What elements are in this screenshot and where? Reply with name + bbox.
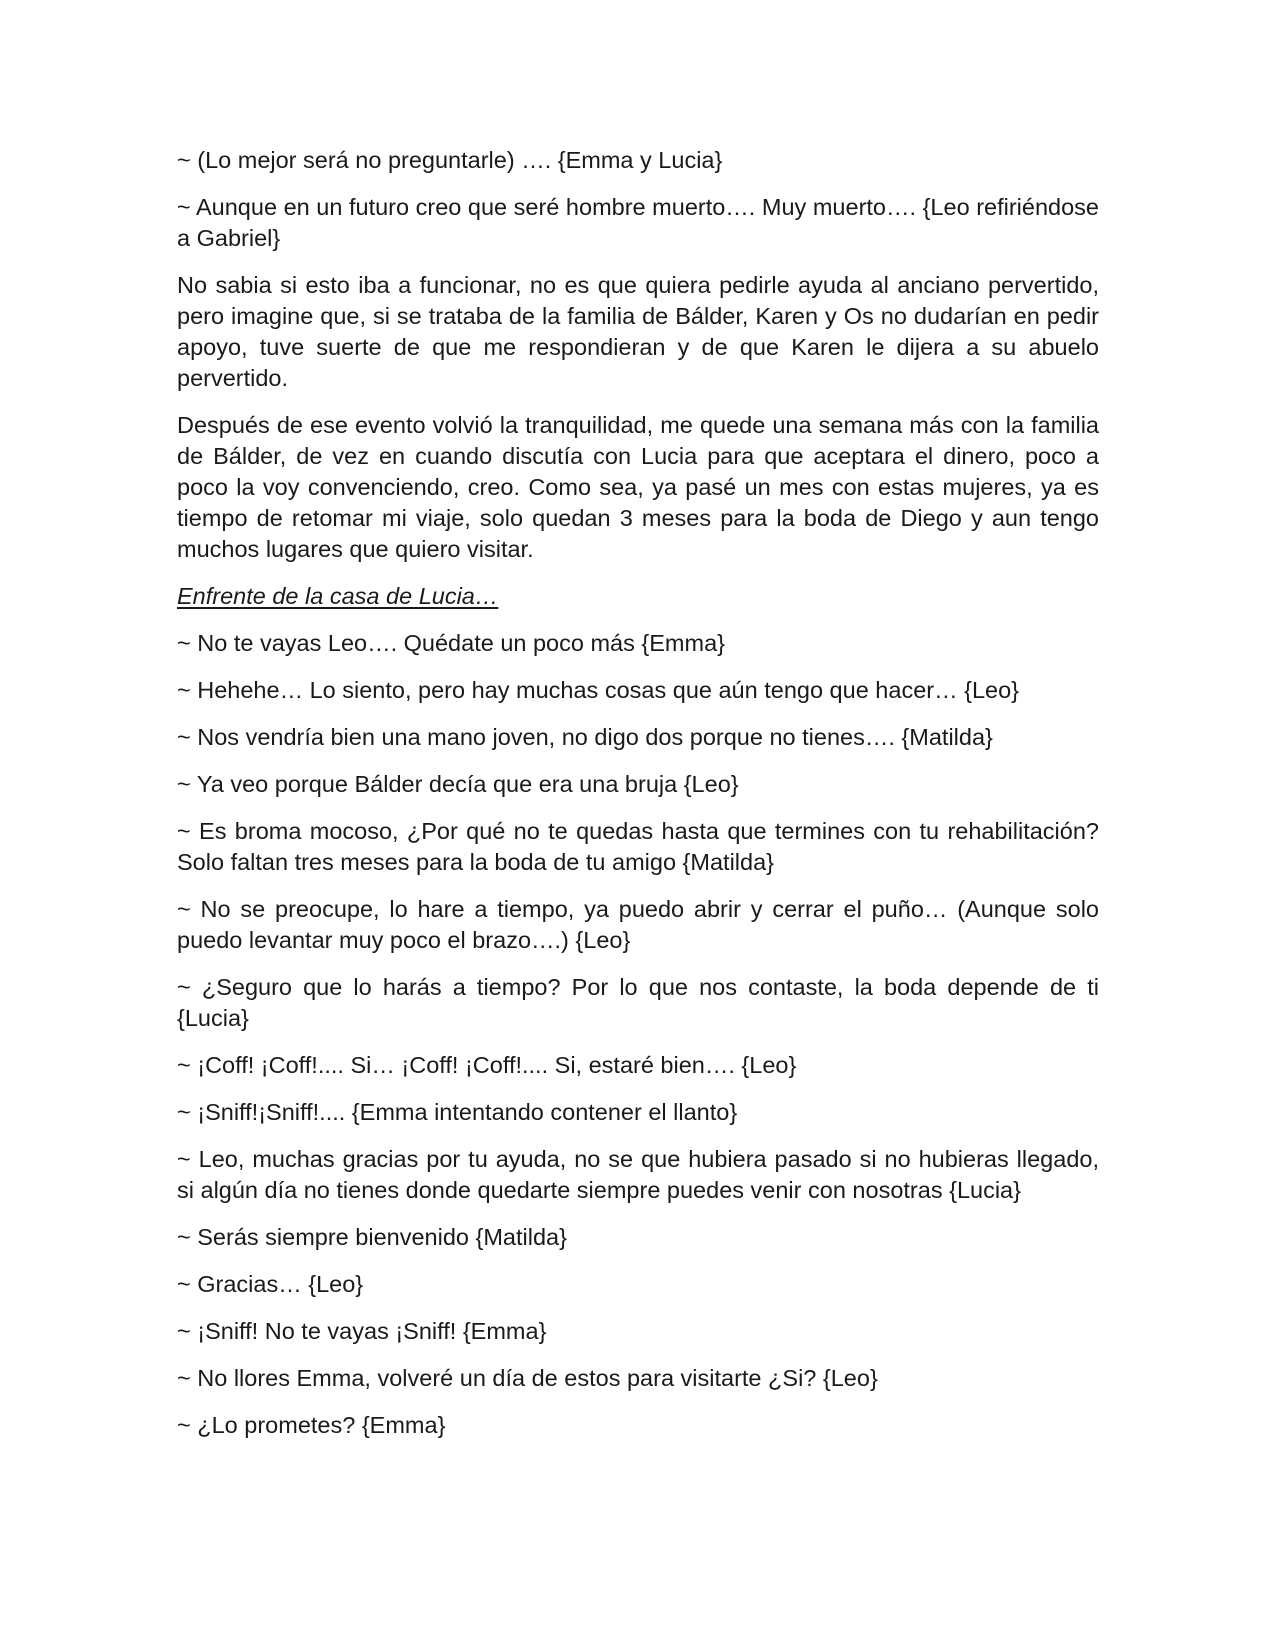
dialogue-line: ~ ¡Sniff!¡Sniff!.... {Emma intentando contener el llanto} — [177, 1099, 738, 1125]
dialogue-line: ~ ¡Coff! ¡Coff!.... Si… ¡Coff! ¡Coff!.... Si, estaré bien…. {Leo} — [177, 1052, 797, 1078]
dialogue-line: ~ Aunque en un futuro creo que seré hombre muerto…. Muy muerto…. {Leo refiriéndose a Gabriel} — [177, 194, 1099, 251]
dialogue-line: ~ Hehehe… Lo siento, pero hay muchas cosas que aún tengo que hacer… {Leo} — [177, 677, 1020, 703]
dialogue-line: ~ Ya veo porque Bálder decía que era una bruja {Leo} — [177, 771, 739, 797]
dialogue-line: ~ No llores Emma, volveré un día de estos para visitarte ¿Si? {Leo} — [177, 1365, 878, 1391]
dialogue-line: ~ ¡Sniff! No te vayas ¡Sniff! {Emma} — [177, 1318, 547, 1344]
dialogue-line: ~ ¿Seguro que lo harás a tiempo? Por lo que nos contaste, la boda depende de ti {Lucia} — [177, 974, 1099, 1031]
document-body — [177, 145, 1099, 1457]
dialogue-line: ~ Es broma mocoso, ¿Por qué no te quedas hasta que termines con tu rehabilitación? Solo faltan tres meses para la boda de tu amigo {Matilda} — [177, 818, 1099, 875]
dialogue-line: ~ Gracias… {Leo} — [177, 1271, 364, 1297]
dialogue-line: ~ Leo, muchas gracias por tu ayuda, no se que hubiera pasado si no hubieras llegado, si algún día no tienes donde quedarte siempre puedes venir con nosotras {Lucia} — [177, 1146, 1099, 1203]
scene-heading: Enfrente de la casa de Lucia… — [177, 583, 499, 609]
dialogue-line: ~ ¿Lo prometes? {Emma} — [177, 1412, 446, 1438]
dialogue-line: ~ No te vayas Leo…. Quédate un poco más {Emma} — [177, 630, 725, 656]
dialogue-line: ~ (Lo mejor será no preguntarle) …. {Emma y Lucia} — [177, 147, 723, 173]
narration-paragraph: No sabia si esto iba a funcionar, no es que quiera pedirle ayuda al anciano pervertido, pero imagine que, si se trataba de la familia de Bálder, Karen y Os no dudarían en pedir apoyo, tuve suerte de que me respondieran y de que Karen le dijera a su abuelo pervertido. — [177, 272, 1099, 391]
dialogue-line: ~ Serás siempre bienvenido {Matilda} — [177, 1224, 567, 1250]
dialogue-line: ~ Nos vendría bien una mano joven, no digo dos porque no tienes…. {Matilda} — [177, 724, 993, 750]
narration-paragraph: Después de ese evento volvió la tranquilidad, me quede una semana más con la familia de Bálder, de vez en cuando discutía con Lucia para que aceptara el dinero, poco a poco la voy convenciendo, creo. Como sea, ya pasé un mes con estas mujeres, ya es tiempo de retomar mi viaje, solo quedan 3 meses para la boda de Diego y aun tengo muchos lugares que quiero visitar. — [177, 412, 1099, 562]
dialogue-line: ~ No se preocupe, lo hare a tiempo, ya puedo abrir y cerrar el puño… (Aunque solo puedo levantar muy poco el brazo….) {Leo} — [177, 896, 1099, 953]
